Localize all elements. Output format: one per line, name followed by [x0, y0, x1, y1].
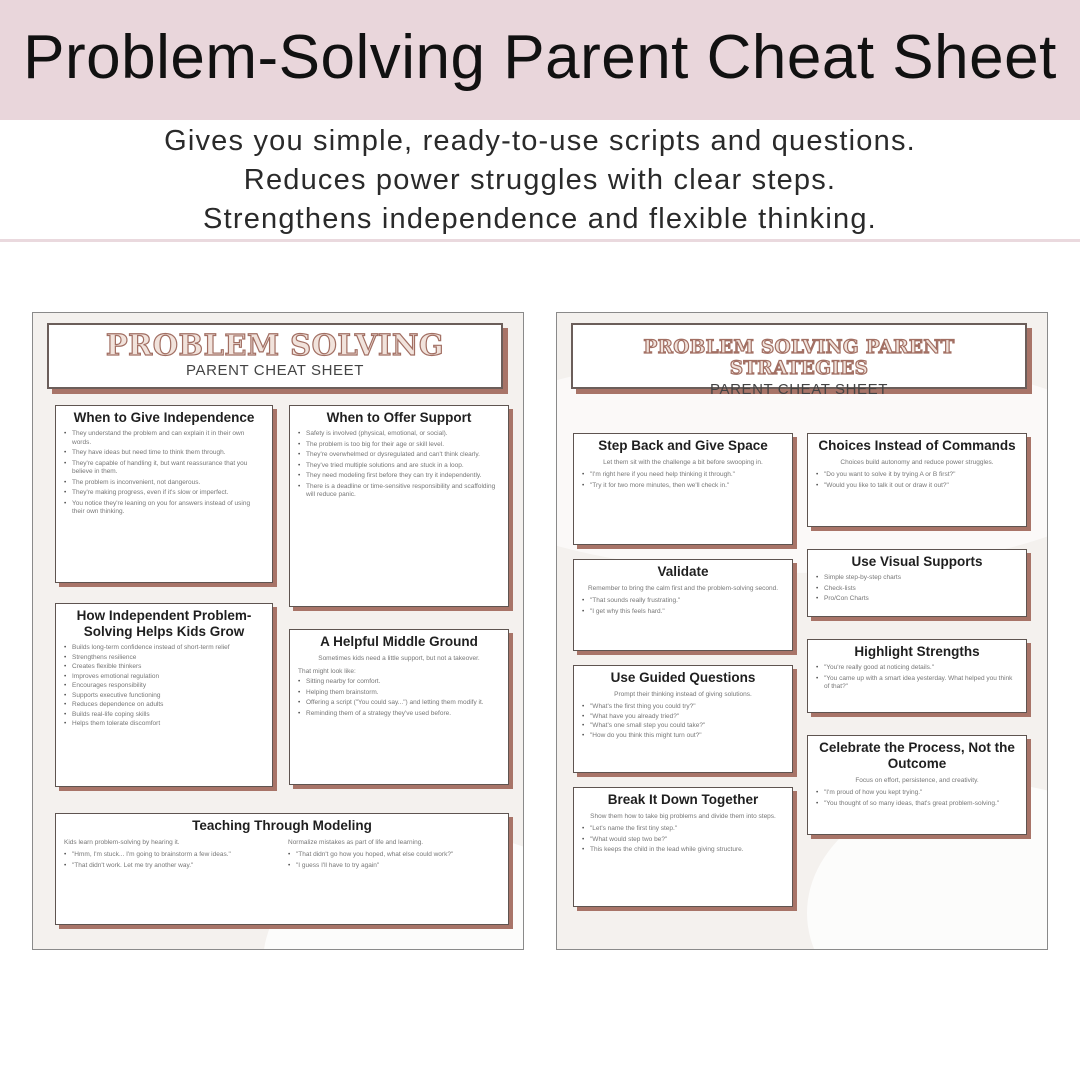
left-sheet-preview	[32, 312, 524, 950]
left-sheet-header	[47, 323, 503, 389]
card-intro: Kids learn problem-solving by hearing it.	[64, 839, 180, 846]
list-item: • You notice they're leaning on you for answers instead of using their own thinking.	[64, 500, 264, 517]
guided-questions-card	[573, 665, 793, 773]
right-sheet-title: PROBLEM SOLVING PARENT STRATEGIES	[643, 337, 955, 379]
card-title: When to Offer Support	[326, 410, 472, 425]
list-item: • Builds long-term confidence instead of short-term relief	[64, 644, 264, 653]
card-intro: Prompt their thinking instead of giving solutions.	[614, 691, 752, 698]
list-item: • "That sounds really frustrating."	[582, 597, 784, 606]
card-intro: Sometimes kids need a little support, but not a takeover.	[318, 655, 480, 662]
list-item: • Helps them tolerate discomfort	[64, 720, 264, 729]
left-sheet-subtitle: PARENT CHEAT SHEET	[185, 362, 365, 379]
left-sheet-title: PROBLEM SOLVING	[105, 328, 445, 362]
list-item: • This keeps the child in the lead while giving structure.	[582, 846, 784, 855]
celebrate-card	[807, 735, 1027, 835]
list-item: • Helping them brainstorm.	[298, 689, 500, 698]
modeling-card	[55, 813, 509, 925]
card-title: Highlight Strengths	[854, 644, 980, 659]
list-item: • There is a deadline or time-sensitive responsibility and scaffolding will reduce panic.	[298, 483, 500, 500]
list-item: • Check-lists	[816, 585, 1018, 594]
list-item: • "I get why this feels hard."	[582, 608, 784, 617]
list-item: • "I guess I'll have to try again"	[288, 862, 500, 871]
list-item: • They've tried multiple solutions and are stuck in a loop.	[298, 462, 500, 471]
list-item: • Encourages responsibility	[64, 682, 264, 691]
strengths-card	[807, 639, 1027, 713]
right-sheet-preview	[556, 312, 1048, 950]
visual-supports-card	[807, 549, 1027, 617]
list-item: • "What have you already tried?"	[582, 713, 784, 722]
list-item: • Safety is involved (physical, emotional, or social).	[298, 430, 500, 439]
list-item: • Creates flexible thinkers	[64, 663, 264, 672]
card-title: Teaching Through Modeling	[192, 818, 372, 833]
list-item: • Sitting nearby for comfort.	[298, 678, 500, 687]
card-title: Choices Instead of Commands	[818, 438, 1016, 453]
list-item: • Simple step-by-step charts	[816, 574, 1018, 583]
list-item: • Reminding them of a strategy they've used before.	[298, 710, 500, 719]
list-item: • They have ideas but need time to think them through.	[64, 449, 264, 458]
step-back-card	[573, 433, 793, 545]
benefits-list	[0, 120, 1080, 242]
benefit-line: Reduces power struggles with clear steps.	[243, 164, 837, 196]
list-item: • "What's one small step you could take?"	[582, 722, 784, 731]
list-item: • They need modeling first before they can try it independently.	[298, 472, 500, 481]
card-title: Step Back and Give Space	[598, 438, 768, 453]
support-card	[289, 405, 509, 607]
list-item: • "Let's name the first tiny step."	[582, 825, 784, 834]
card-title: Break It Down Together	[607, 792, 759, 807]
list-item: • Reduces dependence on adults	[64, 701, 264, 710]
benefit-line: Strengthens independence and flexible thinking.	[203, 203, 877, 235]
grow-card	[55, 603, 273, 787]
card-title: Use Guided Questions	[610, 670, 756, 685]
card-intro: Focus on effort, persistence, and creativity.	[855, 777, 979, 784]
independence-card	[55, 405, 273, 583]
list-item: • "Do you want to solve it by trying A or B first?"	[816, 471, 1018, 480]
list-item: • "Would you like to talk it out or draw it out?"	[816, 482, 1018, 491]
list-item: • "That didn't go how you hoped, what else could work?"	[288, 851, 500, 860]
card-title: A Helpful Middle Ground	[320, 634, 478, 649]
page-title: Problem-Solving Parent Cheat Sheet	[23, 23, 1057, 92]
list-item: • The problem is too big for their age or skill level.	[298, 441, 500, 450]
break-it-down-card	[573, 787, 793, 907]
list-item: • "What would step two be?"	[582, 836, 784, 845]
card-title: When to Give Independence	[73, 410, 255, 425]
title-banner	[0, 0, 1080, 120]
list-item: • Strengthens resilience	[64, 654, 264, 663]
list-item: • They understand the problem and can explain it in their own words.	[64, 430, 264, 447]
card-intro: Remember to bring the calm first and the problem-solving second.	[587, 585, 779, 592]
list-item: • "Try it for two more minutes, then we'll check in."	[582, 482, 784, 491]
list-item: • They're making progress, even if it's slow or imperfect.	[64, 489, 264, 498]
list-item: • Improves emotional regulation	[64, 673, 264, 682]
list-item: • Supports executive functioning	[64, 692, 264, 701]
card-intro: Show them how to take big problems and divide them into steps.	[590, 813, 776, 820]
benefit-line: Gives you simple, ready-to-use scripts and questions.	[164, 125, 916, 157]
list-item: • They're overwhelmed or dysregulated and can't think clearly.	[298, 451, 500, 460]
card-lead: That might look like:	[298, 668, 356, 675]
card-intro: Normalize mistakes as part of life and learning.	[288, 839, 424, 846]
list-item: • "You're really good at noticing details."	[816, 664, 1018, 673]
middle-ground-card	[289, 629, 509, 785]
list-item: • "I'm proud of how you kept trying."	[816, 789, 1018, 798]
validate-card	[573, 559, 793, 651]
card-title: How Independent Problem-Solving Helps Kids Grow	[76, 608, 252, 639]
right-sheet-subtitle: PARENT CHEAT SHEET	[709, 381, 889, 398]
card-intro: Choices build autonomy and reduce power struggles.	[840, 459, 994, 466]
list-item: • "You came up with a smart idea yesterday. What helped you think of that?"	[816, 675, 1018, 692]
list-item: • "I'm right here if you need help thinking it through."	[582, 471, 784, 480]
list-item: • "What's the first thing you could try?"	[582, 703, 784, 712]
list-item: • Pro/Con Charts	[816, 595, 1018, 604]
card-title: Validate	[657, 564, 709, 579]
list-item: • "You thought of so many ideas, that's great problem-solving."	[816, 800, 1018, 809]
choices-card	[807, 433, 1027, 527]
list-item: • The problem is inconvenient, not dangerous.	[64, 479, 264, 488]
list-item: • "Hmm, I'm stuck... I'm going to brainstorm a few ideas."	[64, 851, 276, 860]
list-item: • "How do you think this might turn out?"	[582, 732, 784, 741]
card-intro: Let them sit with the challenge a bit before swooping in.	[603, 459, 763, 466]
list-item: • Builds real-life coping skills	[64, 711, 264, 720]
list-item: • They're capable of handling it, but want reassurance that you believe in them.	[64, 460, 264, 477]
right-sheet-header	[571, 323, 1027, 398]
list-item: • Offering a script ("You could say...") and letting them modify it.	[298, 699, 500, 708]
card-title: Celebrate the Process, Not the Outcome	[819, 740, 1015, 771]
list-item: • "That didn't work. Let me try another way."	[64, 862, 276, 871]
card-title: Use Visual Supports	[851, 554, 983, 569]
